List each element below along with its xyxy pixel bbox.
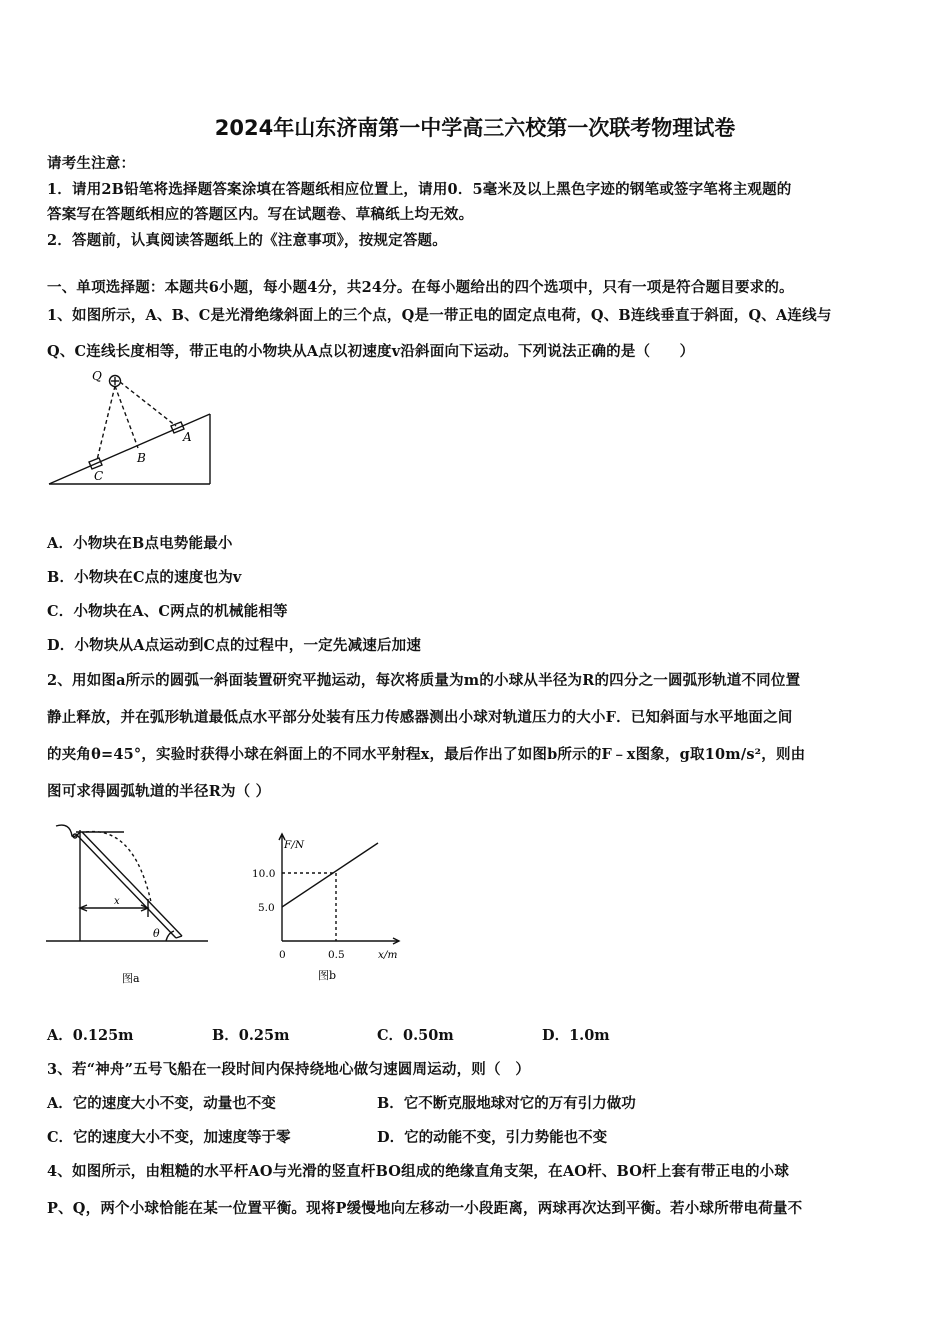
q1-option-d: D．小物块从A点运动到C点的过程中，一定先减速后加速 — [47, 637, 422, 654]
q1-stem-line2: Q、C连线长度相等，带正电的小物块从A点以初速度v沿斜面向下运动。下列说法正确的是（ ） — [47, 343, 695, 360]
q2-figure-a — [42, 812, 214, 990]
q2-stem-line4: 图可求得圆弧轨道的半径R为（ ） — [47, 783, 271, 800]
notice-item-2: 2．答题前，认真阅读答题纸上的《注意事项》，按规定答题。 — [47, 232, 447, 249]
q3-option-b: B．它不断克服地球对它的万有引力做功 — [377, 1095, 636, 1112]
notice-heading: 请考生注意： — [47, 155, 136, 172]
q1-label-q: Q — [92, 369, 102, 383]
q2-option-b: B．0.25m — [212, 1027, 290, 1044]
q1-label-b: B — [137, 451, 146, 465]
q3-stem: 3、若“神舟”五号飞船在一段时间内保持绕地心做匀速圆周运动，则（ ） — [47, 1061, 531, 1078]
q2-stem-line3: 的夹角θ=45°，实验时获得小球在斜面上的不同水平射程x，最后作出了如图b所示的F﹣x图象，g取10m/s²，则由 — [47, 746, 806, 763]
q2-option-d: D．1.0m — [542, 1027, 610, 1044]
q1-label-c: C — [94, 469, 104, 483]
q1-stem-line1: 1、如图所示，A、B、C是光滑绝缘斜面上的三个点，Q是一带正电的固定点电荷，Q、B连线垂直于斜面，Q、A连线与 — [47, 307, 832, 324]
q1-label-a: A — [183, 430, 192, 444]
q2-option-a: A．0.125m — [47, 1027, 134, 1044]
q3-option-d: D．它的动能不变，引力势能也不变 — [377, 1129, 608, 1146]
q1-option-b: B．小物块在C点的速度也为v — [47, 569, 242, 586]
q1-figure-incline — [44, 368, 219, 490]
page-title: 2024年山东济南第一中学高三六校第一次联考物理试卷 — [214, 116, 736, 140]
q3-option-a: A．它的速度大小不变，动量也不变 — [47, 1095, 276, 1112]
q2-b-x-axis: x/m — [378, 949, 398, 961]
q2-stem-line1: 2、用如图a所示的圆弧一斜面装置研究平抛运动，每次将质量为m的小球从半径为R的四分之一圆弧形轨道不同位置 — [47, 672, 801, 689]
q1-option-c: C．小物块在A、C两点的机械能相等 — [47, 603, 288, 620]
q2-a-label-x: x — [114, 896, 120, 907]
q2-a-caption: 图a — [122, 972, 140, 985]
q2-stem-line2: 静止释放，并在弧形轨道最低点水平部分处装有压力传感器测出小球对轨道压力的大小F．已知斜面与水平地面之间 — [47, 709, 793, 726]
q2-figure-b — [240, 812, 408, 990]
q2-a-label-theta: θ — [153, 927, 160, 940]
q1-option-a: A．小物块在B点电势能最小 — [47, 535, 233, 552]
q2-b-y-axis: F/N — [284, 839, 305, 851]
q2-option-c: C．0.50m — [377, 1027, 454, 1044]
q2-b-x-tick-05: 0.5 — [328, 949, 345, 961]
section-heading: 一、单项选择题：本题共6小题，每小题4分，共24分。在每小题给出的四个选项中，只有一项是符合题目要求的。 — [47, 279, 794, 296]
q3-option-c: C．它的速度大小不变，加速度等于零 — [47, 1129, 291, 1146]
notice-item-1a: 1．请用2B铅笔将选择题答案涂填在答题纸相应位置上，请用0．5毫米及以上黑色字迹的钢笔或签字笔将主观题的 — [47, 181, 792, 198]
notice-item-1b: 答案写在答题纸相应的答题区内。写在试题卷、草稿纸上均无效。 — [47, 206, 474, 223]
q2-b-x-tick-0: 0 — [279, 949, 286, 961]
q4-stem-line2: P、Q，两个小球恰能在某一位置平衡。现将P缓慢地向左移动一小段距离，两球再次达到平衡。若小球所带电荷量不 — [47, 1200, 803, 1217]
q4-stem-line1: 4、如图所示，由粗糙的水平杆AO与光滑的竖直杆BO组成的绝缘直角支架，在AO杆、BO杆上套有带正电的小球 — [47, 1163, 790, 1180]
q2-b-caption: 图b — [318, 969, 337, 982]
q2-b-y-tick-10: 10.0 — [252, 868, 276, 880]
q2-b-y-tick-5: 5.0 — [258, 902, 275, 914]
